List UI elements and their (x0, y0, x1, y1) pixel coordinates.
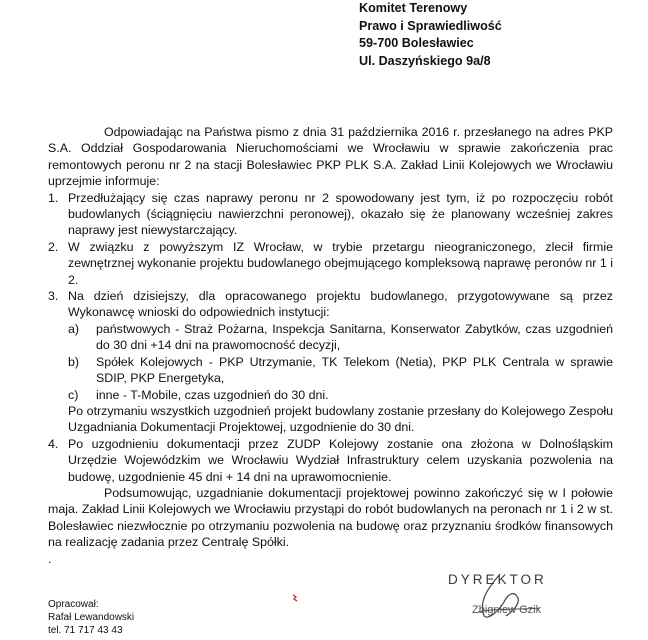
letter-body (48, 124, 613, 567)
sub-list-letter: a) (68, 321, 80, 336)
list-item (48, 239, 613, 288)
addressee-line: 59-700 Bolesławiec (359, 36, 474, 50)
sub-list-text: państwowych - Straż Pożarna, Inspekcja Sanitarna, Konserwator Zabytków, czas uzgodnień do 30 dni +14 dni na prawomocność decyzji, (96, 321, 613, 353)
red-ink-mark-icon (290, 591, 300, 601)
sub-list-item (48, 387, 613, 403)
intro-paragraph: Odpowiadając na Państwa pismo z dnia 31 października 2016 r. przesłanego na adres PKP S.A. Oddział Gospodarowania Nieruchomościami we Wrocławiu w sprawie zakończenia prac remontowych peronu nr 2 na stacji Bolesławiec PKP PLK S.A. Zakład Linii Kolejowych we Wrocławiu uprzejmie informuje: (48, 125, 613, 189)
signature-name: Zbigniew Gzik (472, 604, 542, 616)
sub-list-item (48, 354, 613, 387)
prepared-by-phone: tel. 71 717 43 43 (48, 625, 123, 636)
sub-list-letter: c) (68, 387, 79, 402)
item3-continuation: Po otrzymaniu wszystkich uzgodnień projekt budowlany zostanie przesłany do Kolejowego Zespołu Uzgadniania Dokumentacji Projektowej, uzgodnienie do 30 dni. (68, 403, 613, 435)
list-number: 3. (48, 289, 59, 304)
signature-title: DYREKTOR (448, 572, 547, 587)
red-ink-mark-graphic (290, 593, 300, 603)
list-item (48, 288, 613, 321)
sub-list-letter: b) (68, 354, 80, 369)
prepared-by-name: Rafał Lewandowski (48, 612, 135, 623)
list-text: Na dzień dzisiejszy, dla opracowanego projektu budowlanego, przygotowywane są przez Wykonawcę wnioski do odpowiednich instytucji: (68, 289, 613, 320)
summary-paragraph: Podsumowując, uzgadnianie dokumentacji projektowej powinno zakończyć się w I połowie maja. Zakład Linii Kolejowych we Wrocławiu przystąpi do robót budowlanych na peronach nr 1 i 2 w st. Bolesławiec niezwłocznie po otrzymaniu pozwolenia na budowę oraz przyznaniu środków finansowych na realizację zadania przez Centralę Spółki. (48, 485, 613, 550)
prepared-by-block (48, 598, 134, 637)
addressee-block (359, 0, 502, 70)
addressee-line: Prawo i Sprawiedliwość (359, 18, 502, 33)
list-text: Po uzgodnieniu dokumentacji przez ZUDP Kolejowy zostanie ona złożona w Dolnośląskim Urzędzie Wojewódzkim we Wrocławiu Wydział Infrastruktury celem uzyskania pozwolenia na budowę, uzgodnienie 45 dni + 14 dni na uprawomocnienie. (68, 436, 613, 484)
signature-block (448, 572, 568, 622)
addressee-line: Ul. Daszyńskiego 9a/8 (359, 53, 491, 68)
list-text: Przedłużający się czas naprawy peronu nr 2 spowodowany jest tym, iż po rozpoczęciu robót budowlanych (ściągnięciu nawierzchni peronowej), okazało się że planowany wcześniej zakres naprawy jest niewystarczający. (68, 190, 613, 238)
list-number: 2. (48, 239, 59, 254)
sub-list-text: Spółek Kolejowych - PKP Utrzymanie, TK Telekom (Netia), PKP PLK Centrala w sprawie SDIP, PKP Energetyka, (96, 354, 613, 386)
list-item (48, 190, 613, 239)
list-item (48, 436, 613, 485)
prepared-by-label: Opracował: (48, 599, 99, 610)
list-text: W związku z powyższym IZ Wrocław, w trybie przetargu nieograniczonego, zlecił firmie zewnętrznej wykonanie projektu budowlanego obejmującego kompleksową naprawę peronów nr 1 i 2. (68, 239, 613, 287)
list-number: 1. (48, 190, 59, 205)
sub-list-item (48, 321, 613, 354)
trailing-mark: . (48, 551, 52, 566)
addressee-line: Komitet Terenowy (359, 1, 468, 15)
list-number: 4. (48, 436, 59, 451)
sub-list-text: inne - T-Mobile, czas uzgodnień do 30 dni. (96, 387, 329, 402)
